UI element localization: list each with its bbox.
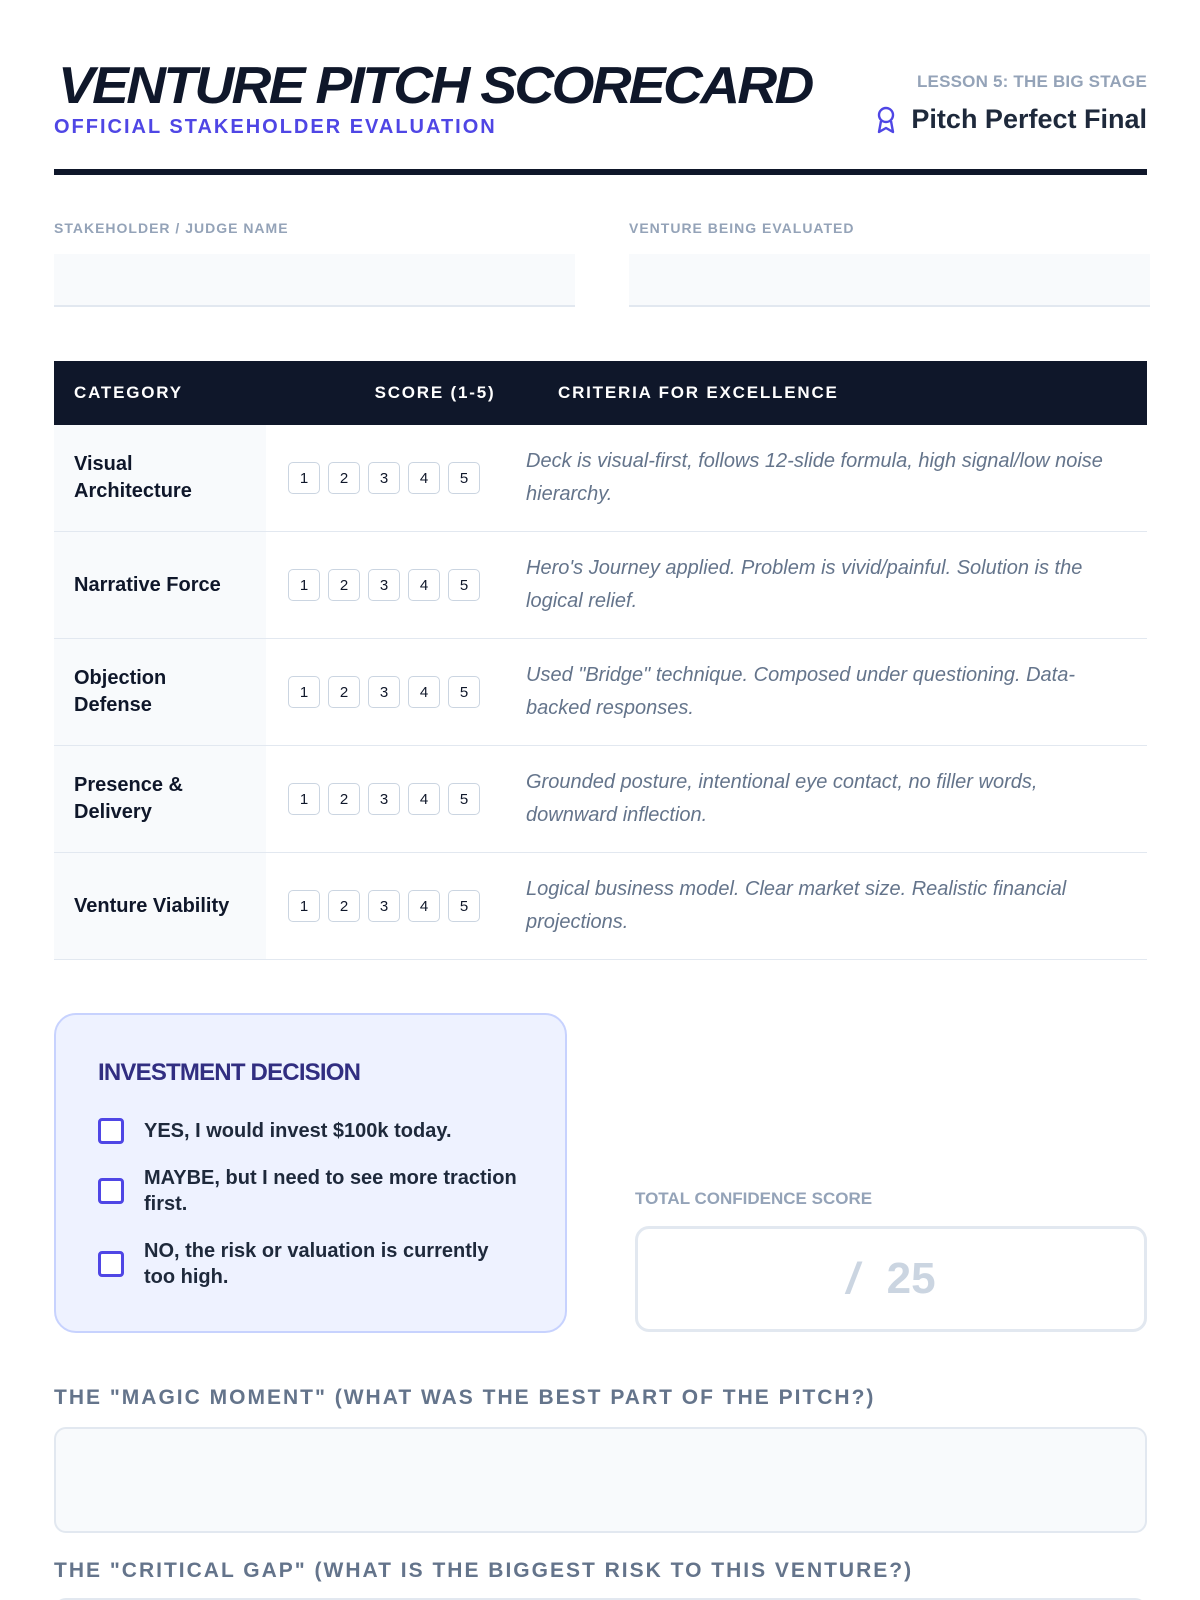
- score-option-4[interactable]: 4: [408, 462, 440, 494]
- option-no-label: NO, the risk or valuation is currently too high.: [144, 1240, 489, 1288]
- table-body: [54, 425, 1147, 960]
- score-options: [266, 425, 516, 531]
- magic-moment-textarea[interactable]: [54, 1427, 1147, 1533]
- judge-name-input[interactable]: [54, 254, 575, 307]
- magic-moment-label: THE "MAGIC MOMENT" (WHAT WAS THE BEST PART OF THE PITCH?): [54, 1386, 876, 1409]
- score-option-5[interactable]: 5: [448, 890, 480, 922]
- checkbox-no[interactable]: [98, 1251, 124, 1277]
- score-option-2[interactable]: 2: [328, 890, 360, 922]
- total-score-max: 25: [886, 1254, 936, 1303]
- page-title: VENTURE PITCH SCORECARD: [58, 57, 812, 115]
- invest-option-no[interactable]: [98, 1238, 508, 1290]
- scoring-table: [54, 361, 1147, 960]
- score-option-5[interactable]: 5: [448, 676, 480, 708]
- score-option-4[interactable]: 4: [408, 676, 440, 708]
- category-cell: Visual Architecture: [54, 425, 266, 531]
- table-row: [54, 853, 1147, 960]
- score-option-5[interactable]: 5: [448, 462, 480, 494]
- total-score-slash: /: [846, 1254, 859, 1303]
- investment-decision-panel: [54, 1013, 567, 1333]
- table-row: [54, 746, 1147, 853]
- score-options: [266, 532, 516, 638]
- score-option-4[interactable]: 4: [408, 569, 440, 601]
- score-option-2[interactable]: 2: [328, 569, 360, 601]
- criteria-cell: Logical business model. Clear market size. Realistic financial projections.: [526, 878, 1067, 933]
- column-header-category: CATEGORY: [74, 383, 183, 402]
- score-option-3[interactable]: 3: [368, 890, 400, 922]
- score-option-3[interactable]: 3: [368, 462, 400, 494]
- score-option-5[interactable]: 5: [448, 783, 480, 815]
- score-option-4[interactable]: 4: [408, 783, 440, 815]
- score-option-2[interactable]: 2: [328, 462, 360, 494]
- score-option-4[interactable]: 4: [408, 890, 440, 922]
- score-options: [266, 853, 516, 959]
- event-title: [875, 104, 1147, 135]
- score-option-1[interactable]: 1: [288, 890, 320, 922]
- option-maybe-label: MAYBE, but I need to see more traction first.: [144, 1167, 517, 1215]
- checkbox-maybe[interactable]: [98, 1178, 124, 1204]
- critical-gap-label: THE "CRITICAL GAP" (WHAT IS THE BIGGEST RISK TO THIS VENTURE?): [54, 1559, 914, 1582]
- checkbox-yes[interactable]: [98, 1118, 124, 1144]
- venture-name-label: VENTURE BEING EVALUATED: [629, 220, 855, 236]
- score-options: [266, 639, 516, 745]
- table-header: [54, 361, 1147, 425]
- lesson-label: LESSON 5: THE BIG STAGE: [916, 72, 1147, 91]
- score-option-1[interactable]: 1: [288, 676, 320, 708]
- judge-name-label: STAKEHOLDER / JUDGE NAME: [54, 220, 289, 236]
- score-options: [266, 746, 516, 852]
- score-option-2[interactable]: 2: [328, 676, 360, 708]
- category-cell: Objection Defense: [54, 639, 266, 745]
- option-yes-label: YES, I would invest $100k today.: [144, 1120, 452, 1142]
- score-option-3[interactable]: 3: [368, 569, 400, 601]
- category-cell: Venture Viability: [54, 853, 266, 959]
- scorecard-header: [54, 56, 1147, 175]
- score-option-1[interactable]: 1: [288, 462, 320, 494]
- score-option-3[interactable]: 3: [368, 676, 400, 708]
- invest-option-yes[interactable]: [98, 1118, 518, 1144]
- investment-decision-title: INVESTMENT DECISION: [98, 1059, 361, 1086]
- score-option-2[interactable]: 2: [328, 783, 360, 815]
- total-score-label: TOTAL CONFIDENCE SCORE: [635, 1189, 873, 1208]
- score-option-1[interactable]: 1: [288, 569, 320, 601]
- criteria-cell: Grounded posture, intentional eye contact, no filler words, downward inflection.: [526, 771, 1038, 826]
- column-header-score: SCORE (1-5): [374, 383, 496, 402]
- category-cell: Presence & Delivery: [54, 746, 266, 852]
- score-option-3[interactable]: 3: [368, 783, 400, 815]
- table-row: [54, 425, 1147, 532]
- page-subtitle: OFFICIAL STAKEHOLDER EVALUATION: [54, 116, 497, 138]
- table-row: [54, 532, 1147, 639]
- criteria-cell: Deck is visual-first, follows 12-slide formula, high signal/low noise hierarchy.: [526, 450, 1103, 505]
- category-cell: Narrative Force: [54, 532, 266, 638]
- event-title-text: Pitch Perfect Final: [911, 104, 1147, 134]
- venture-name-input[interactable]: [629, 254, 1150, 307]
- award-ribbon-icon: [875, 106, 897, 134]
- table-row: [54, 639, 1147, 746]
- score-option-5[interactable]: 5: [448, 569, 480, 601]
- column-header-criteria: CRITERIA FOR EXCELLENCE: [558, 383, 839, 402]
- invest-option-maybe[interactable]: [98, 1165, 528, 1217]
- criteria-cell: Used "Bridge" technique. Composed under questioning. Data-backed responses.: [526, 664, 1075, 719]
- criteria-cell: Hero's Journey applied. Problem is vivid/painful. Solution is the logical relief.: [526, 557, 1083, 612]
- score-option-1[interactable]: 1: [288, 783, 320, 815]
- total-score-input[interactable]: [635, 1226, 1147, 1332]
